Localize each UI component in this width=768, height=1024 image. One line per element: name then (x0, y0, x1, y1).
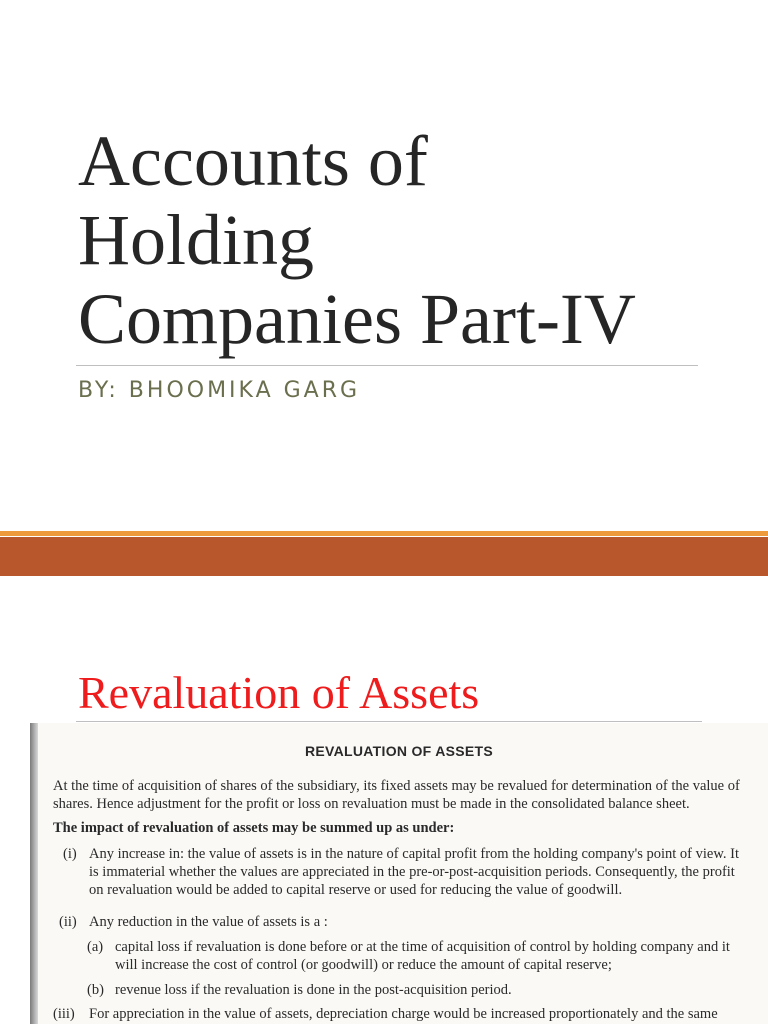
item-number: (a) (87, 939, 104, 955)
slide-2-divider (76, 721, 702, 722)
scan-heading: REVALUATION OF ASSETS (304, 743, 494, 759)
item-number: (ii) (59, 914, 77, 930)
item-text: Any increase in: the value of assets is in the nature of capital profit from the holding company's point of view. It is immaterial whether the values are appreciated in the pre-or-post-acquisition periods. Consequently, the profit on revaluation would be added to capital reserve or used for reducing the value of goodwill. (89, 846, 739, 898)
footer-band (0, 537, 768, 576)
title-line-3: Companies Part-IV (78, 279, 636, 359)
author-subtitle: BY: BHOOMIKA GARG (78, 378, 361, 403)
slide-2-title: Revaluation of Assets (78, 667, 480, 718)
item-number: (b) (87, 982, 104, 998)
item-number: (i) (63, 846, 77, 862)
title-line-1: Accounts of (78, 121, 428, 201)
item-text: For appreciation in the value of assets, depreciation charge would be increased proportionately and the same (89, 1006, 718, 1022)
summary-line: The impact of revaluation of assets may be summed up as under: (53, 820, 455, 836)
title-divider (76, 365, 698, 366)
item-text: revenue loss if the revaluation is done in the post-acquisition period. (115, 982, 512, 998)
accent-stripe (0, 531, 768, 536)
scanned-textbook-page (30, 723, 768, 1024)
item-number: (iii) (53, 1006, 75, 1022)
content-slide (0, 576, 768, 1024)
page-binding-shadow (30, 723, 38, 1024)
item-text: Any reduction in the value of assets is a : (89, 914, 328, 930)
intro-paragraph: At the time of acquisition of shares of the subsidiary, its fixed assets may be revalued for determination of the value of shares. Hence adjustment for the profit or loss on revaluation must be made in the consolidated balance sheet. (53, 778, 740, 812)
item-text: capital loss if revaluation is done before or at the time of acquisition of control by holding company and it will increase the cost of control (or goodwill) or reduce the amount of capital reserve; (115, 939, 730, 973)
slide-title (78, 122, 718, 359)
title-line-2: Holding (78, 200, 315, 280)
